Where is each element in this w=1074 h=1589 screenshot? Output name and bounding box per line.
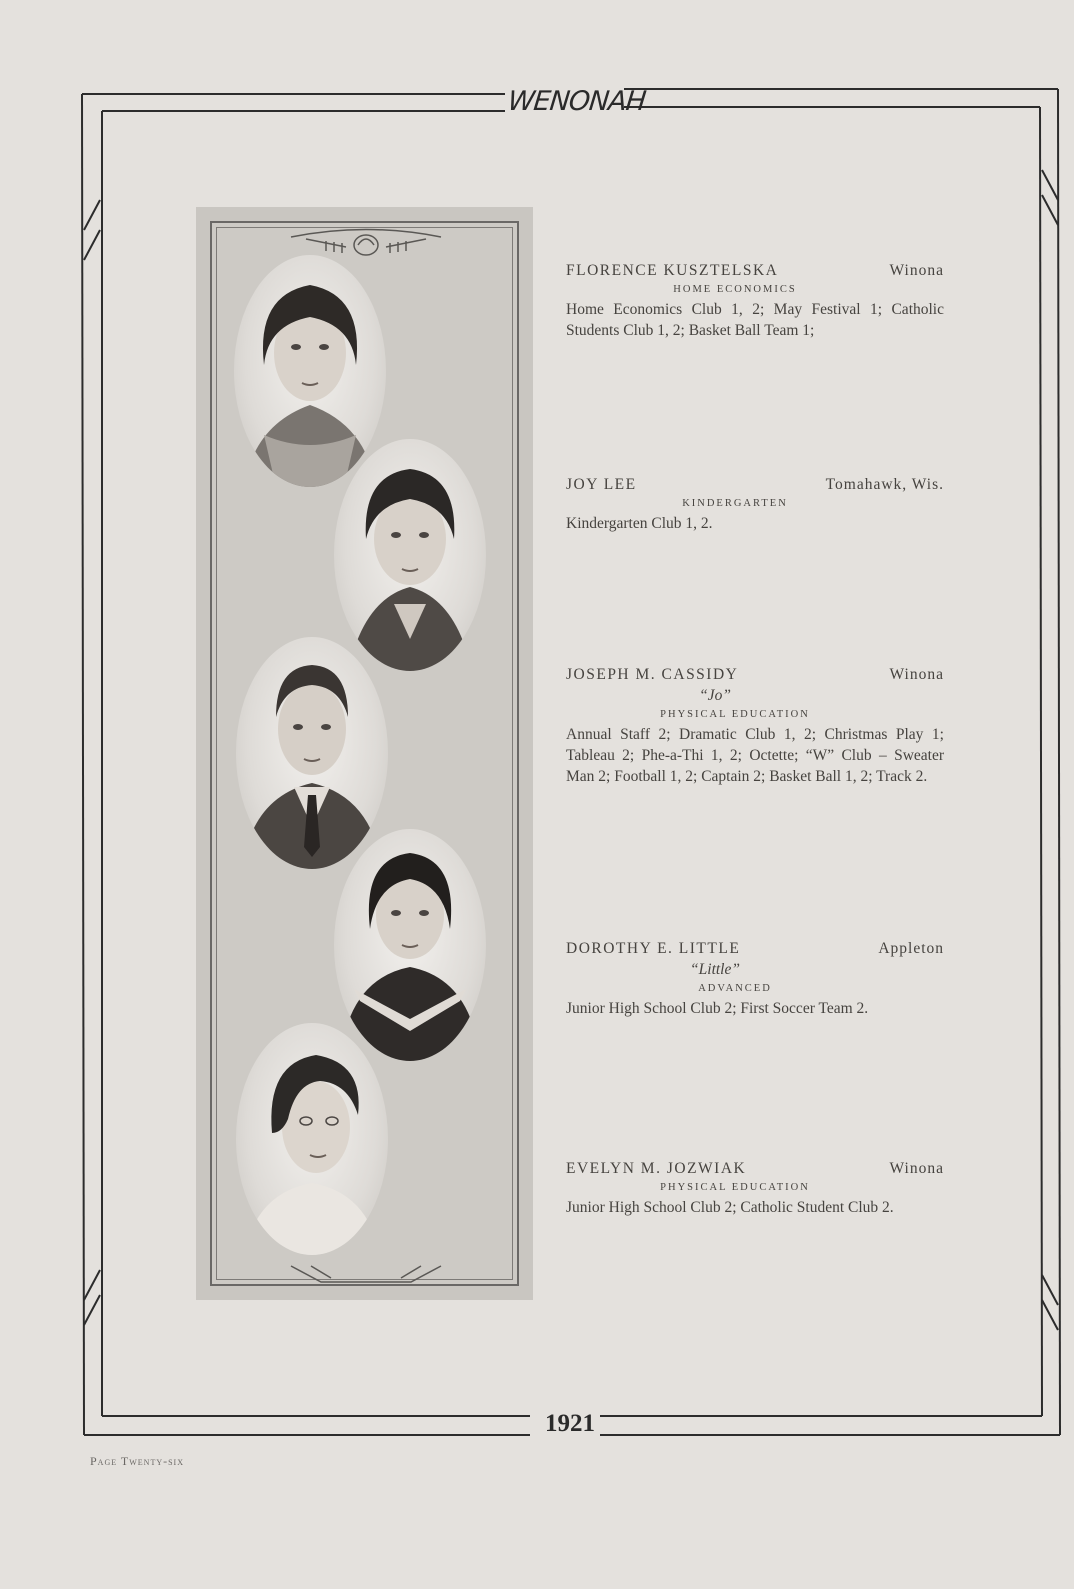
nickname: “Little”: [690, 961, 740, 978]
activities: Junior High School Club 2; First Soccer Team 2.: [566, 1000, 869, 1017]
department: HOME ECONOMICS: [673, 284, 797, 295]
page-number: Page Twenty-six: [90, 1454, 184, 1468]
entry-5: [566, 1158, 944, 1218]
department: PHYSICAL EDUCATION: [660, 1182, 810, 1193]
student-name: EVELYN M. JOZWIAK: [566, 1160, 747, 1177]
portrait-5-icon: [236, 1023, 388, 1255]
activities: Kindergarten Club 1, 2.: [566, 515, 713, 532]
hometown: Winona: [889, 666, 944, 683]
activities: Junior High School Club 2; Catholic Student Club 2.: [566, 1199, 894, 1216]
entry-2: [566, 474, 944, 534]
student-name: JOY LEE: [566, 476, 637, 493]
hometown: Tomahawk, Wis.: [825, 476, 944, 493]
footer-year: 1921: [545, 1410, 595, 1437]
student-name: DOROTHY E. LITTLE: [566, 940, 741, 957]
activities: Home Economics Club 1, 2; May Festival 1; Catholic Students Club 1, 2; Basket Ball Team 1;: [566, 301, 944, 339]
hometown: Winona: [889, 262, 944, 279]
hometown: Winona: [889, 1160, 944, 1177]
entry-1: [566, 260, 944, 341]
department: PHYSICAL EDUCATION: [660, 709, 810, 720]
portrait-5-frame: [236, 1023, 388, 1255]
nickname: “Jo”: [699, 687, 731, 704]
entry-3: [566, 664, 944, 787]
header-title: WENONAH: [506, 86, 647, 117]
student-name: FLORENCE KUSZTELSKA: [566, 262, 779, 279]
bottom-ornament-icon: [286, 1262, 446, 1288]
department: KINDERGARTEN: [682, 498, 788, 509]
activities: Annual Staff 2; Dramatic Club 1, 2; Christmas Play 1; Tableau 2; Phe-a-Thi 1, 2; Octette; “W” Club – Sweater Man 2; Football 1, 2; Captain 2; Basket Ball 1, 2; Track 2.: [566, 726, 944, 785]
photo-panel: [196, 207, 533, 1300]
department: ADVANCED: [698, 983, 772, 994]
entry-4: [566, 938, 944, 1019]
student-name: JOSEPH M. CASSIDY: [566, 666, 739, 683]
hometown: Appleton: [878, 940, 944, 957]
